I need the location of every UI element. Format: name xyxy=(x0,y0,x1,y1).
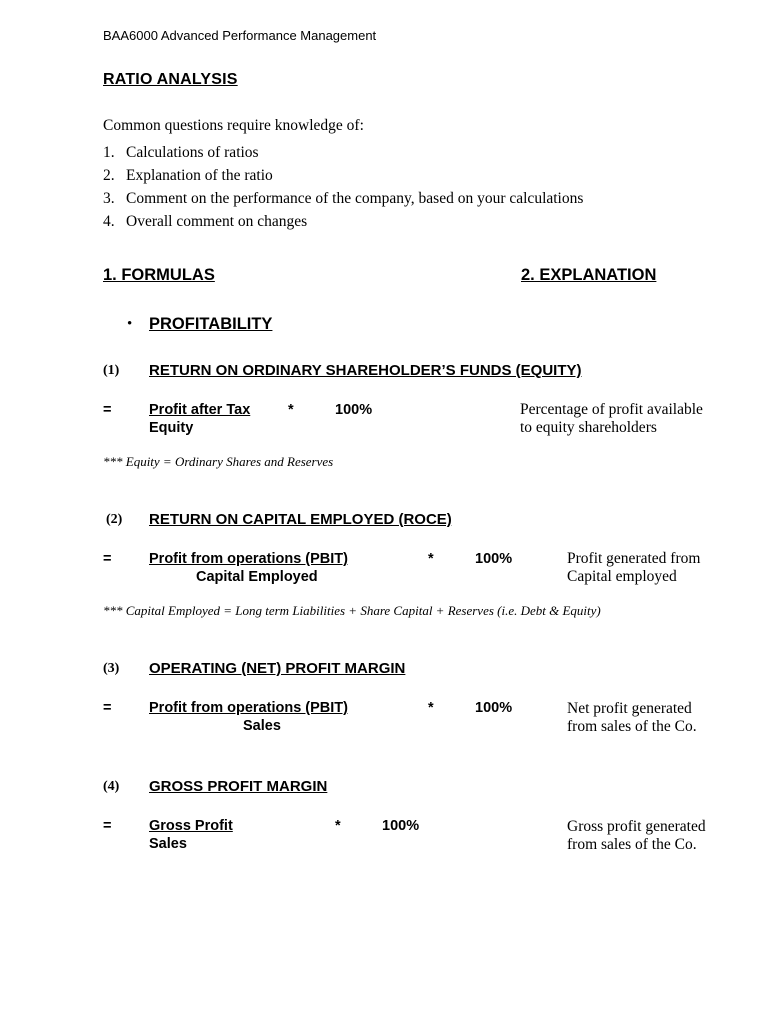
explanation-line: Net profit generated xyxy=(567,700,692,717)
ratio-number: (2) xyxy=(106,512,123,527)
percentage: 100% xyxy=(382,818,420,834)
document-header: BAA6000 Advanced Performance Management xyxy=(103,28,377,43)
ratio-number: (3) xyxy=(103,661,120,676)
numerator: Profit after Tax xyxy=(149,402,251,418)
explanation-line: to equity shareholders xyxy=(520,419,657,436)
explanation-line: Capital employed xyxy=(567,568,677,585)
list-item-number: 2. xyxy=(103,167,115,184)
denominator: Sales xyxy=(149,836,187,852)
footnote: *** Equity = Ordinary Shares and Reserves xyxy=(103,454,334,469)
denominator: Capital Employed xyxy=(196,569,318,585)
equals-sign: = xyxy=(103,551,112,567)
equals-sign: = xyxy=(103,818,112,834)
explanation-line: from sales of the Co. xyxy=(567,836,697,853)
percentage: 100% xyxy=(475,551,513,567)
multiply-sign: * xyxy=(428,700,434,716)
list-item-number: 4. xyxy=(103,213,115,230)
page-title: RATIO ANALYSIS xyxy=(103,71,238,88)
explanation-line: from sales of the Co. xyxy=(567,718,697,735)
list-item: Comment on the performance of the company, based on your calculations xyxy=(126,190,584,207)
denominator: Equity xyxy=(149,420,194,436)
denominator: Sales xyxy=(243,718,281,734)
footnote: *** Capital Employed = Long term Liabilities + Share Capital + Reserves (i.e. Debt & Equity) xyxy=(103,603,601,618)
multiply-sign: * xyxy=(335,818,341,834)
multiply-sign: * xyxy=(288,402,294,418)
numerator: Profit from operations (PBIT) xyxy=(149,700,348,716)
numerator: Profit from operations (PBIT) xyxy=(149,551,348,567)
list-item-number: 1. xyxy=(103,144,115,161)
list-item-number: 3. xyxy=(103,190,115,207)
explanation-heading: 2. EXPLANATION xyxy=(521,266,657,284)
explanation-line: Percentage of profit available xyxy=(520,401,703,418)
ratio-number: (1) xyxy=(103,363,120,378)
formulas-heading: 1. FORMULAS xyxy=(103,266,215,284)
percentage: 100% xyxy=(335,402,373,418)
list-item: Overall comment on changes xyxy=(126,213,308,230)
bullet-icon: • xyxy=(127,316,133,332)
intro-text: Common questions require knowledge of: xyxy=(103,117,364,134)
ratio-title: OPERATING (NET) PROFIT MARGIN xyxy=(149,660,406,677)
multiply-sign: * xyxy=(428,551,434,567)
explanation-line: Gross profit generated xyxy=(567,818,706,835)
percentage: 100% xyxy=(475,700,513,716)
explanation-line: Profit generated from xyxy=(567,550,701,567)
ratio-title: GROSS PROFIT MARGIN xyxy=(149,778,328,795)
equals-sign: = xyxy=(103,402,112,418)
numerator: Gross Profit xyxy=(149,818,233,834)
ratio-title: RETURN ON ORDINARY SHAREHOLDER’S FUNDS (EQUITY) xyxy=(149,362,582,379)
list-item: Explanation of the ratio xyxy=(126,167,273,184)
ratio-title: RETURN ON CAPITAL EMPLOYED (ROCE) xyxy=(149,511,452,528)
list-item: Calculations of ratios xyxy=(126,144,259,161)
category-heading: PROFITABILITY xyxy=(149,315,273,333)
equals-sign: = xyxy=(103,700,112,716)
ratio-number: (4) xyxy=(103,779,120,794)
